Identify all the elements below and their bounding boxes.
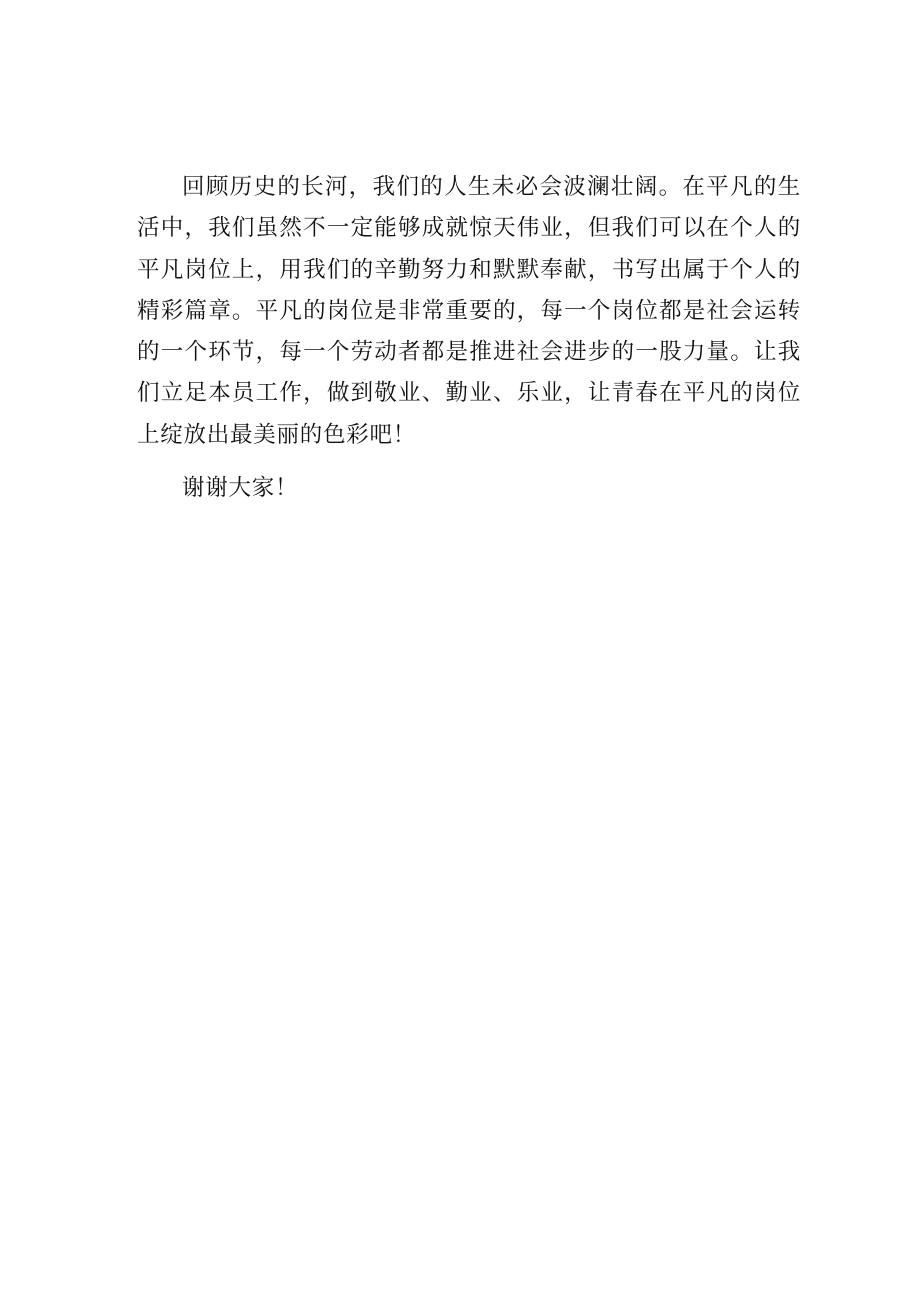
document-body <box>137 167 801 509</box>
closing-paragraph: 谢谢大家！ <box>182 475 299 502</box>
body-paragraph: 回顾历史的长河，我们的人生未必会波澜壮阔。在平凡的生活中，我们虽然不一定能够成就惊天伟业，但我们可以在个人的平凡岗位上，用我们的辛勤努力和默默奉献，书写出属于个人的精彩篇章。平凡的岗位是非常重要的，每一个岗位都是社会运转的一个环节，每一个劳动者都是推进社会进步的一股力量。让我们立足本员工作，做到敬业、勤业、乐业，让青春在平凡的岗位上绽放出最美丽的色彩吧！ <box>137 174 801 448</box>
